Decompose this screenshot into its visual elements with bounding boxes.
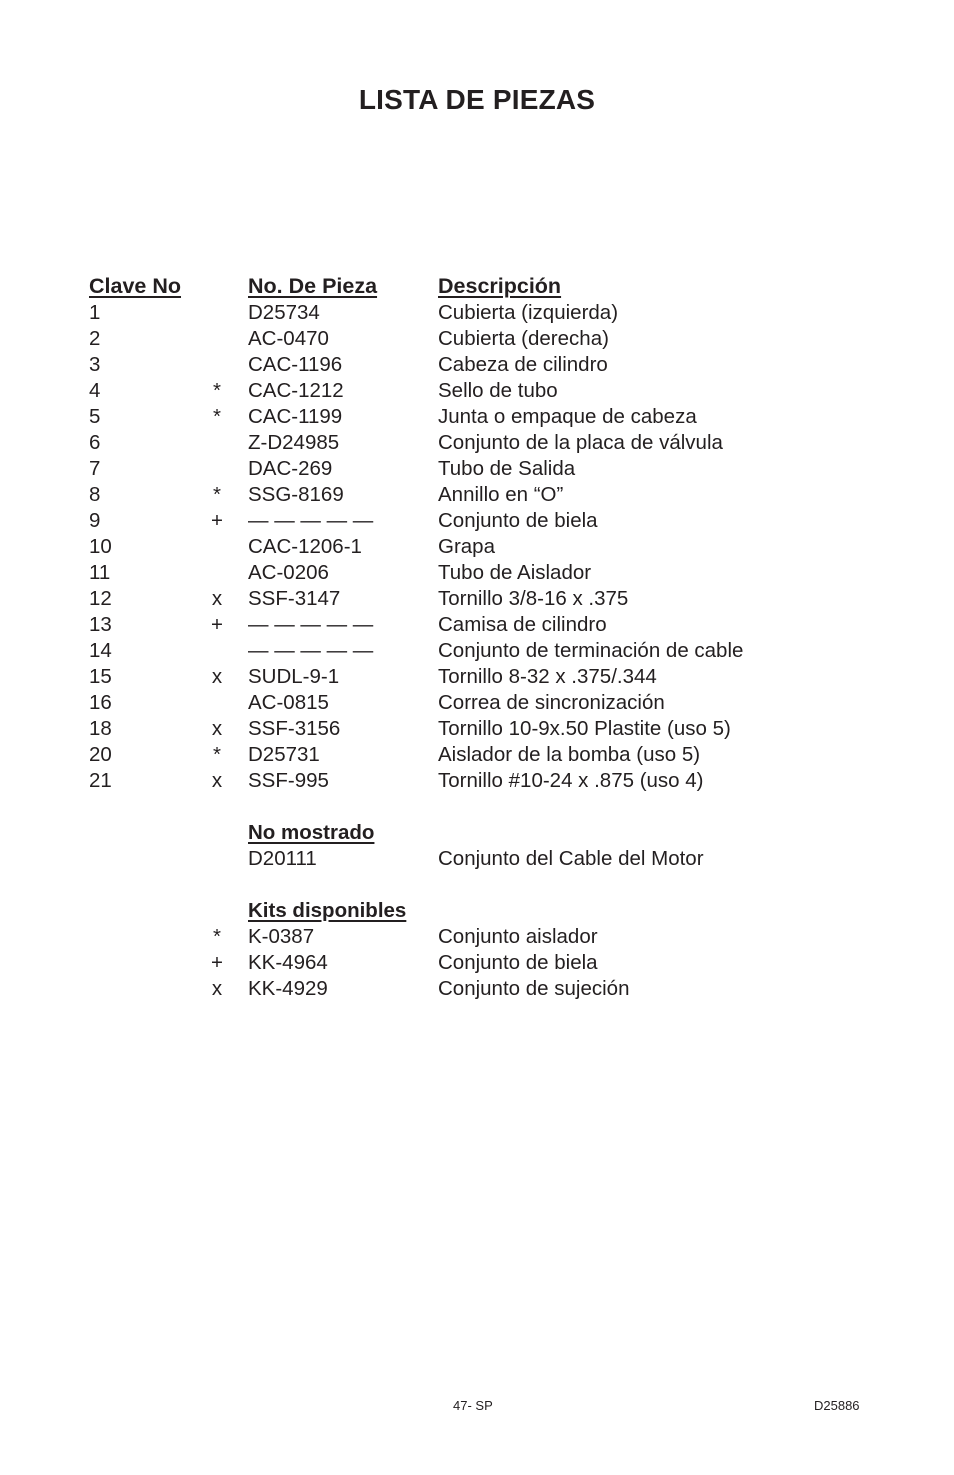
row-part: SSF-3147 [248, 587, 341, 610]
table-row [89, 638, 849, 664]
kits-heading-row [89, 898, 849, 924]
row-key: 15 [89, 665, 112, 688]
row-key: 18 [89, 717, 112, 740]
row-description: Conjunto de biela [438, 509, 598, 532]
table-row [89, 742, 849, 768]
row-description: Annillo en “O” [438, 483, 564, 506]
row-description: Conjunto de la placa de válvula [438, 431, 723, 454]
row-mark: + [211, 951, 223, 974]
row-part: KK-4964 [248, 951, 328, 974]
row-key: 11 [89, 561, 111, 584]
table-row [89, 560, 849, 586]
row-key: 1 [89, 301, 101, 324]
row-description: Tubo de Aislador [438, 561, 592, 584]
table-row [89, 768, 849, 794]
row-part: — — — — — [248, 639, 374, 662]
row-mark: x [211, 717, 223, 740]
row-mark: + [211, 509, 223, 532]
row-part: CAC-1206-1 [248, 535, 362, 558]
row-description: Junta o empaque de cabeza [438, 405, 697, 428]
table-header [89, 272, 849, 300]
row-mark: * [213, 379, 221, 402]
row-part: AC-0815 [248, 691, 329, 714]
row-part: D25731 [248, 743, 320, 766]
row-mark: + [211, 613, 223, 636]
row-mark: * [213, 743, 221, 766]
row-mark: x [211, 977, 223, 1000]
spacer [89, 794, 849, 820]
table-row [89, 846, 849, 872]
page-title: LISTA DE PIEZAS [358, 84, 596, 115]
row-key: 6 [89, 431, 101, 454]
row-description: Cabeza de cilindro [438, 353, 608, 376]
row-description: Conjunto aislador [438, 925, 598, 948]
table-row [89, 378, 849, 404]
table-row [89, 482, 849, 508]
header-part: No. De Pieza [248, 274, 378, 298]
table-row [89, 456, 849, 482]
parts-rows [89, 300, 849, 794]
row-key: 2 [89, 327, 101, 350]
row-description: Aislador de la bomba (uso 5) [438, 743, 701, 766]
row-description: Conjunto de biela [438, 951, 598, 974]
row-mark: * [213, 405, 221, 428]
row-key: 3 [89, 353, 101, 376]
row-part: SUDL-9-1 [248, 665, 340, 688]
row-key: 20 [89, 743, 112, 766]
row-description: Correa de sincronización [438, 691, 665, 714]
row-description: Cubierta (izquierda) [438, 301, 619, 324]
row-key: 5 [89, 405, 101, 428]
spacer [89, 872, 849, 898]
table-row [89, 716, 849, 742]
table-row [89, 690, 849, 716]
table-row [89, 326, 849, 352]
row-part: CAC-1196 [248, 353, 343, 376]
row-description: Tornillo 3/8-16 x .375 [438, 587, 629, 610]
row-key: 10 [89, 535, 112, 558]
table-row [89, 508, 849, 534]
row-description: Tubo de Salida [438, 457, 576, 480]
row-part: K-0387 [248, 925, 315, 948]
footer-document-code: D25886 [814, 1398, 860, 1413]
row-key: 21 [89, 769, 112, 792]
row-description: Conjunto de sujeción [438, 977, 630, 1000]
row-mark: * [213, 483, 221, 506]
table-row [89, 924, 849, 950]
not-shown-heading-row [89, 820, 849, 846]
row-part: SSF-3156 [248, 717, 341, 740]
row-part: AC-0206 [248, 561, 329, 584]
row-part: — — — — — [248, 613, 374, 636]
row-mark: x [211, 587, 223, 610]
row-part: CAC-1212 [248, 379, 344, 402]
table-row [89, 664, 849, 690]
row-part: KK-4929 [248, 977, 328, 1000]
row-key: 14 [89, 639, 112, 662]
not-shown-heading: No mostrado [248, 821, 375, 844]
table-row [89, 534, 849, 560]
row-description: Grapa [438, 535, 495, 558]
row-part: — — — — — [248, 509, 374, 532]
row-part: DAC-269 [248, 457, 333, 480]
table-row [89, 950, 849, 976]
row-mark: x [211, 769, 223, 792]
row-key: 12 [89, 587, 112, 610]
parts-table [89, 272, 849, 1002]
row-key: 13 [89, 613, 112, 636]
table-row [89, 430, 849, 456]
row-description: Camisa de cilindro [438, 613, 607, 636]
kits-heading: Kits disponibles [248, 899, 407, 922]
header-key: Clave No [89, 274, 182, 298]
table-row [89, 300, 849, 326]
row-description: Tornillo 8-32 x .375/.344 [438, 665, 657, 688]
row-mark: * [213, 925, 221, 948]
row-part: SSG-8169 [248, 483, 344, 506]
row-part: AC-0470 [248, 327, 329, 350]
row-part: Z-D24985 [248, 431, 340, 454]
row-description: Conjunto del Cable del Motor [438, 847, 704, 870]
table-row [89, 976, 849, 1002]
table-row [89, 586, 849, 612]
footer-page-number: 47- SP [453, 1398, 493, 1413]
row-part: SSF-995 [248, 769, 329, 792]
row-key: 7 [89, 457, 101, 480]
row-part: CAC-1199 [248, 405, 343, 428]
row-mark: x [211, 665, 223, 688]
row-description: Sello de tubo [438, 379, 558, 402]
table-row [89, 352, 849, 378]
row-part: D20111 [248, 847, 317, 870]
row-key: 9 [89, 509, 101, 532]
row-description: Cubierta (derecha) [438, 327, 609, 350]
row-key: 4 [89, 379, 101, 402]
row-description: Tornillo 10-9x.50 Plastite (uso 5) [438, 717, 731, 740]
row-description: Tornillo #10-24 x .875 (uso 4) [438, 769, 704, 792]
header-description: Descripción [438, 274, 562, 298]
row-key: 8 [89, 483, 101, 506]
table-row [89, 612, 849, 638]
row-key: 16 [89, 691, 112, 714]
row-description: Conjunto de terminación de cable [438, 639, 744, 662]
table-row [89, 404, 849, 430]
row-part: D25734 [248, 301, 320, 324]
